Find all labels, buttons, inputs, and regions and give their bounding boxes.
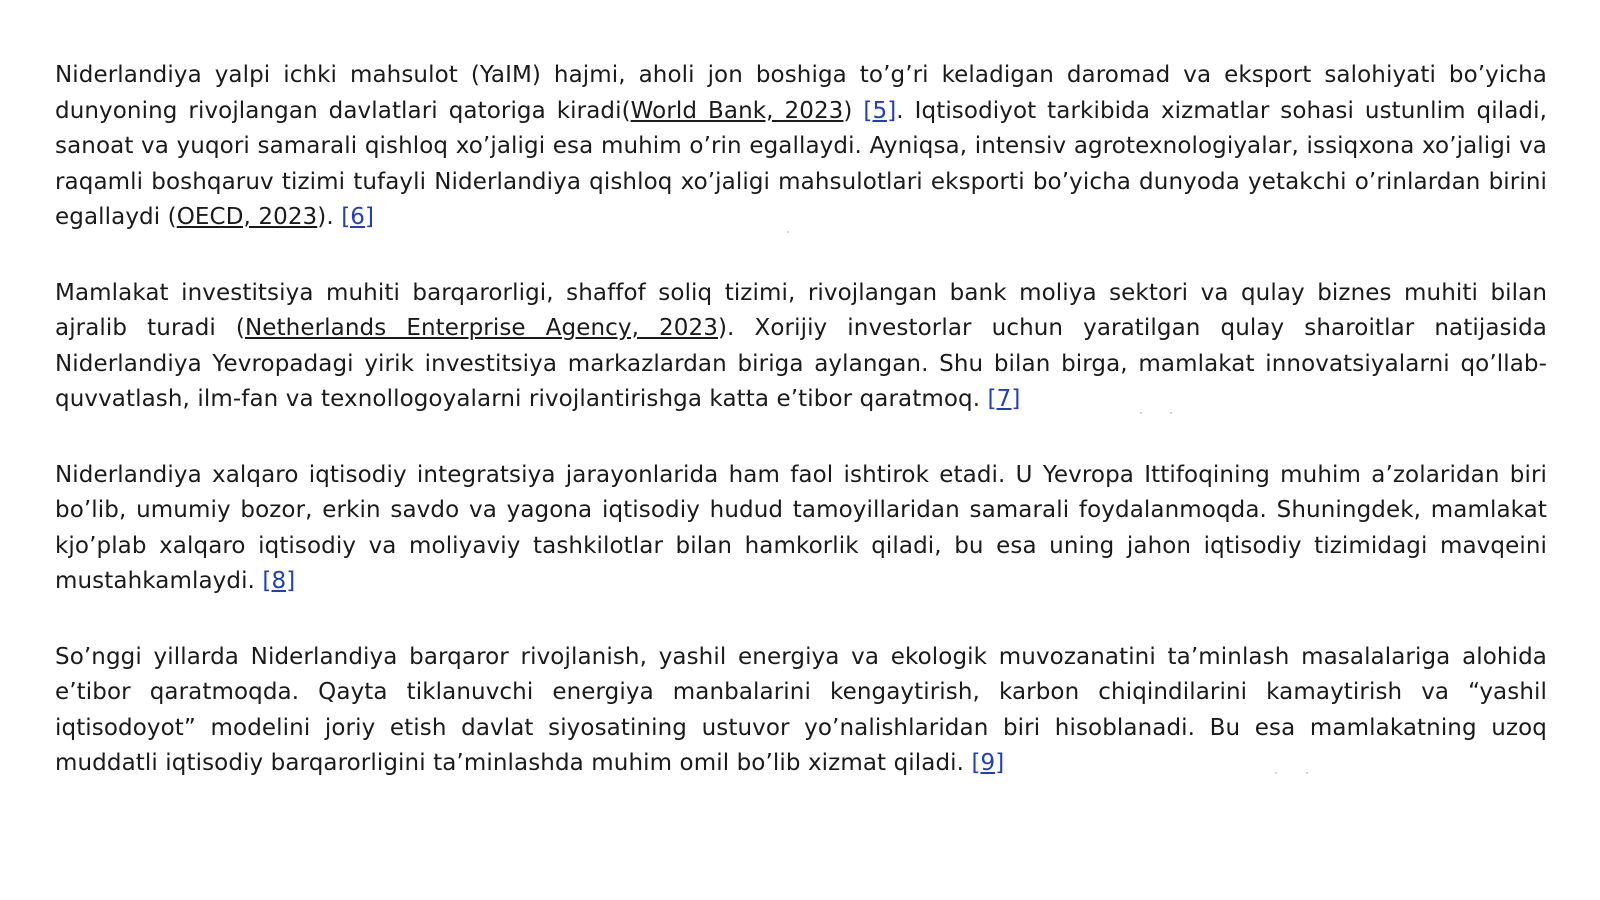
reference-link-6[interactable]: [6] [341,204,375,230]
reference-link-9[interactable]: [9] [971,750,1005,776]
reference-link-8[interactable]: [8] [262,568,296,594]
paragraph-text: ) [843,97,864,124]
reference-link-5[interactable]: [5] [863,97,897,124]
scan-speck [1306,772,1308,774]
scan-speck [1170,412,1172,414]
paragraph-text: So’nggi yillarda Niderlandiya barqaror rivojlanish, yashil energiya va ekologik muvozanatini ta’minlash masalalariga alohida e’tibor qaratmoqda. Qayta tiklanuvchi energiya manbalarini kengaytirish, karbon chiqindilarini kamaytirish va “yashil iqtisodoyot” modelini joriy etish davlat siyosatining ustuvor yo’nalishlaridan biri hisoblanadi. Bu esa mamlakatning uzoq muddatli iqtisodiy barqarorligini ta’minlashda muhim omil bo’lib xizmat qiladi. [55,643,1547,776]
paragraph-international-integration [55,458,1547,600]
citation-netherlands-enterprise-agency: Netherlands Enterprise Agency, 2023 [245,315,718,341]
reference-link-7[interactable]: [7] [987,386,1021,412]
scan-speck [1275,772,1277,774]
paragraph-text: . Iqtisodiyot tarkibida xizmatlar sohasi ustunlim qiladi, sanoat va yuqori samarali qishloq xo’jaligi esa muhim o’rin egallaydi. Ayniqsa, intensiv agrotexnologiyalar, issiqxona xo’jaligi va raqamli boshqaruv tizimi tufayli Niderlandiya qishloq xo’jaligi mahsulotlari eksporti bo’yicha dunyoda yetakchi o’rinlardan birini egallaydi ( [55,97,1547,230]
paragraph-text: ). [317,204,342,230]
paragraph-text: ). Xorijiy investorlar uchun yaratilgan qulay sharoitlar natijasida Niderlandiya Yevropadagi yirik investitsiya markazlardan biriga aylangan. Shu bilan birga, mamlakat innovatsiyalarni qo’llab-quvvatlash, ilm-fan va texnollogoyalarni rivojlantirishga katta e’tibor qaratmoq. [55,315,1547,412]
document-body [55,58,1547,822]
paragraph-economy-overview [55,58,1547,236]
paragraph-text: Mamlakat investitsiya muhiti barqarorligi, shaffof soliq tizimi, rivojlangan bank moliya sektori va qulay biznes muhiti bilan ajralib turadi ( [55,279,1547,341]
paragraph-text: Niderlandiya xalqaro iqtisodiy integratsiya jarayonlarida ham faol ishtirok etadi. U Yevropa Ittifoqining muhim a’zolaridan biri bo’lib, umumiy bozor, erkin savdo va yagona iqtisodiy hudud tamoyillaridan samarali foydalanmoqda. Shuningdek, mamlakat kjo’plab xalqaro iqtisodiy va moliyaviy tashkilotlar bilan hamkorlik qiladi, bu esa uning jahon iqtisodiy tizimidagi mavqeini mustahkamlaydi. [55,461,1547,594]
citation-oecd: OECD, 2023 [176,204,318,230]
paragraph-investment-climate [55,276,1547,418]
scan-speck [1140,412,1142,414]
paragraph-sustainable-development [55,640,1547,782]
paragraph-text: Niderlandiya yalpi ichki mahsulot (YaIM) hajmi, aholi jon boshiga to’g’ri keladigan daromad va eksport salohiyati bo’yicha dunyoning rivojlangan davlatlari qatoriga kiradi( [55,62,1547,124]
scan-speck [787,231,789,233]
citation-world-bank: World Bank, 2023 [630,97,844,124]
